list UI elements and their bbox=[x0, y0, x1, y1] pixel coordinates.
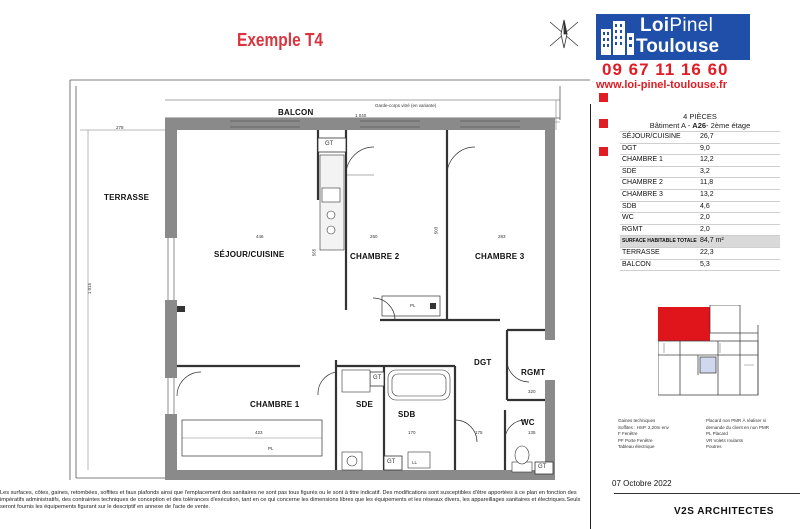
summary-row: DGT 9,0 bbox=[620, 144, 780, 156]
summary-row: TERRASSE 22,3 bbox=[620, 248, 780, 260]
dim-terrasse-height: 1 015 bbox=[87, 282, 93, 295]
fixture-gt: GT bbox=[325, 141, 334, 147]
dim-ch2: 260 bbox=[370, 234, 378, 239]
surface-summary bbox=[620, 112, 780, 271]
summary-row: SÉJOUR/CUISINE 26,7 bbox=[620, 132, 780, 144]
room-label-terrasse: TERRASSE bbox=[104, 193, 150, 202]
plan-title: Exemple T4 bbox=[237, 30, 324, 50]
legend-item: Gaines techniques bbox=[618, 418, 656, 423]
marker-square bbox=[599, 93, 608, 102]
logo-wordmark-bottom: Toulouse bbox=[636, 36, 720, 57]
room-label-chambre1: CHAMBRE 1 bbox=[250, 400, 300, 409]
brand-logo[interactable] bbox=[596, 14, 750, 60]
logo-wordmark-top: LoiPinel bbox=[640, 15, 714, 36]
fixture-pl: PL bbox=[268, 446, 274, 451]
dim-sejour-h: 565 bbox=[311, 248, 317, 257]
batiment-heading: Bâtiment A - A26- 2ème étage bbox=[649, 121, 751, 130]
summary-row: CHAMBRE 1 12,2 bbox=[620, 155, 780, 167]
website-link[interactable]: www.loi-pinel-toulouse.fr bbox=[596, 79, 727, 91]
architect-name: V2S ARCHITECTES bbox=[674, 506, 774, 517]
fixture-gt: GT bbox=[538, 464, 547, 470]
fixture-pl: PL bbox=[410, 303, 416, 308]
fixture-ll: LL bbox=[412, 460, 418, 465]
legend-item: F Fenêtre bbox=[618, 431, 638, 436]
fixture-gt: GT bbox=[387, 459, 396, 465]
dim-sdb: 170 bbox=[408, 430, 416, 435]
room-label-chambre3: CHAMBRE 3 bbox=[475, 252, 525, 261]
dim-sejour: 446 bbox=[256, 234, 264, 239]
summary-total-row: SURFACE HABITABLE TOTALE 84,7 m² bbox=[620, 236, 780, 248]
summary-row: CHAMBRE 3 13,2 bbox=[620, 190, 780, 202]
dim-ch1: 423 bbox=[255, 430, 263, 435]
room-label-sde: SDE bbox=[356, 400, 374, 409]
dim-garde-corps: Garde-corps vitré (en variante) bbox=[375, 103, 437, 108]
highlighted-unit bbox=[658, 307, 710, 341]
room-label-sdb: SDB bbox=[398, 410, 416, 419]
legend-item: PF Porte Fenêtre bbox=[618, 437, 653, 443]
dim-wc: 135 bbox=[528, 430, 536, 435]
legend-item: VR Volets roulants bbox=[706, 437, 744, 443]
room-label-sejour: SÉJOUR/CUISINE bbox=[214, 250, 285, 259]
key-plan bbox=[658, 305, 778, 397]
summary-row: SDE 3,2 bbox=[620, 167, 780, 179]
room-label-rgmt: RGMT bbox=[521, 368, 546, 377]
dim-terrasse: 278 bbox=[116, 125, 124, 130]
dim-rgmt: 320 bbox=[528, 389, 536, 394]
legend-item: Soffites : HSP. 2,20m env bbox=[618, 424, 669, 430]
building-icon bbox=[599, 19, 635, 57]
legend-item: PL Placard bbox=[706, 431, 728, 436]
plan-date: 07 Octobre 2022 bbox=[612, 479, 672, 488]
dim-balcon: 1 040 bbox=[355, 113, 367, 118]
legend-item: Poutres bbox=[706, 444, 722, 449]
room-label-wc: WC bbox=[521, 418, 535, 427]
room-label-dgt: DGT bbox=[474, 358, 492, 367]
room-label-chambre2: CHAMBRE 2 bbox=[350, 252, 400, 261]
room-label-balcon: BALCON bbox=[278, 108, 314, 117]
legal-disclaimer: Les surfaces, côtes, gaines, retombées, soffites et faux plafonds ainsi que l'emplacement des sanitaires ne sont pas tous figurés ou le sont à titre indicatif. Des modifications sont susceptibles d'être apportées à ce plan en fonction des impératifs administratifs, des contraintes techniques de conception et des tolérances d'exécution, tant en ce qui concerne les dimensions libres que les équipements et les réseaux divers, les appareillages sanitaires et électriques.Seuls seront fournis les équipements figurant sur le descriptif en annexe de l'acte de vente. bbox=[0, 490, 581, 510]
phone-number[interactable]: 09 67 11 16 60 bbox=[602, 60, 729, 79]
dim-dgt: 175 bbox=[475, 430, 483, 435]
legend-item: demande du client en non PMR bbox=[706, 424, 770, 430]
summary-row: SDB 4,6 bbox=[620, 202, 780, 214]
dim-ch3-h: 503 bbox=[433, 226, 439, 235]
legend-item: Tableau électrique bbox=[618, 444, 655, 449]
summary-row: WC 2,0 bbox=[620, 213, 780, 225]
summary-row: BALCON 5,3 bbox=[620, 260, 780, 272]
fixture-gt: GT bbox=[373, 375, 382, 381]
dim-ch3: 283 bbox=[498, 234, 506, 239]
divider bbox=[614, 493, 800, 494]
pieces-heading: 4 PIÈCES bbox=[683, 112, 717, 121]
summary-row: CHAMBRE 2 11,8 bbox=[620, 178, 780, 190]
legend-item: Placard non PMR À réaliser si bbox=[706, 418, 767, 423]
summary-row: RGMT 2,0 bbox=[620, 225, 780, 237]
